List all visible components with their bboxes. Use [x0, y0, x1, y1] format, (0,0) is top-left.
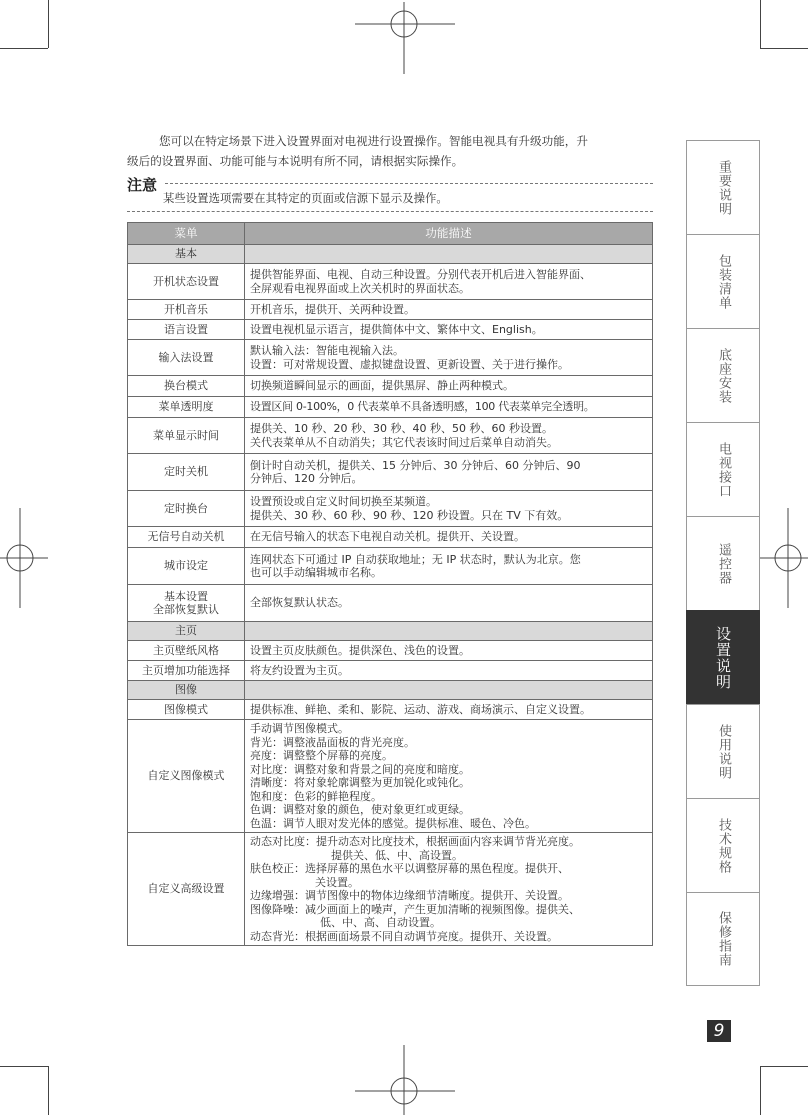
registration-mark-right: [760, 508, 808, 608]
header-description: 功能描述: [245, 223, 653, 245]
description-cell: [245, 300, 653, 320]
description-line: 设置：可对常规设置、虚拟键盘设置、更新设置、关于进行操作。: [250, 357, 569, 371]
crop-mark: [760, 0, 761, 48]
menu-cell: 输入法设置: [128, 340, 245, 376]
description-cell: [245, 700, 653, 720]
intro-line: 您可以在特定场景下进入设置界面对电视进行设置操作。智能电视具有升级功能，升: [159, 134, 588, 148]
section-row-home: [128, 622, 653, 641]
tab-remote-control[interactable]: [686, 516, 760, 610]
tab-label: 保修指南: [716, 911, 731, 967]
description-cell: [245, 641, 653, 661]
tab-label: 重要说明: [716, 159, 731, 216]
description-cell: [245, 454, 653, 491]
description-line: 提供智能界面、电视、自动三种设置。分别代表开机后进入智能界面、: [250, 268, 591, 281]
description-line: 亮度：调整整个屏幕的亮度。: [250, 749, 393, 762]
note-title: 注意: [127, 176, 158, 194]
description-line: 关设置。: [315, 875, 359, 889]
menu-cell: 主页增加功能选择: [128, 661, 245, 681]
description-line: 对比度：调整对象和背景之间的亮度和暗度。: [250, 762, 470, 776]
description-line: 低、中、高、自动设置。: [320, 916, 441, 929]
tab-warranty-guide[interactable]: [686, 892, 760, 986]
table-row: [128, 700, 653, 720]
table-row: [128, 491, 653, 527]
description-line: 饱和度：色彩的鲜艳程度。: [250, 789, 382, 803]
table-row: [128, 397, 653, 418]
description-line: 边缘增强：调节图像中的物体边缘细节清晰度。提供开、关设置。: [250, 889, 569, 902]
registration-mark-left: [0, 508, 48, 608]
table-row: [128, 527, 653, 548]
description-line: 倒计时自动关机，提供关、15 分钟后、30 分钟后、60 分钟后、90: [250, 458, 581, 472]
table-row: [128, 264, 653, 300]
tab-package-list[interactable]: [686, 234, 760, 328]
table-row: [128, 376, 653, 397]
description-cell: [245, 264, 653, 300]
description-line: 分钟后、120 分钟后。: [250, 472, 363, 485]
crop-mark: [760, 1066, 808, 1067]
chapter-tabs: [686, 140, 760, 986]
crop-mark: [760, 1066, 761, 1115]
section-label: 图像: [128, 681, 245, 700]
menu-cell: 自定义图像模式: [128, 720, 245, 833]
menu-cell: 菜单透明度: [128, 397, 245, 418]
description-line: 默认输入法：智能电视输入法。: [250, 344, 404, 357]
page-number: 9: [707, 1020, 731, 1042]
menu-cell: 主页壁纸风格: [128, 641, 245, 661]
menu-cell: 基本设置 全部恢复默认: [128, 585, 245, 622]
description-cell: [245, 320, 653, 340]
note-divider-top: [165, 183, 653, 184]
tab-label: 电视接口: [716, 441, 731, 498]
description-line: 提供关、10 秒、20 秒、30 秒、40 秒、50 秒、60 秒设置。: [250, 422, 553, 435]
description-cell: [245, 491, 653, 527]
description-cell: [245, 720, 653, 833]
description-line: 全屏观看电视界面或上次关机时的界面状态。: [250, 281, 470, 295]
table-row: [128, 418, 653, 454]
menu-cell: 图像模式: [128, 700, 245, 720]
description-cell: [245, 548, 653, 585]
description-line: 设置主页皮肤颜色。提供深色、浅色的设置。: [250, 643, 470, 657]
tab-tv-ports[interactable]: [686, 422, 760, 516]
description-cell: [245, 661, 653, 681]
description-line: 全部恢复默认状态。: [250, 596, 349, 610]
description-line: 连网状态下可通过 IP 自动获取地址；无 IP 状态时，默认为北京。您: [250, 552, 581, 566]
description-cell: [245, 585, 653, 622]
tab-specifications[interactable]: [686, 798, 760, 892]
crop-mark: [760, 48, 808, 49]
description-line: 将友约设置为主页。: [250, 663, 349, 677]
menu-cell: 开机音乐: [128, 300, 245, 320]
section-label: 主页: [128, 622, 245, 641]
tab-usage-guide[interactable]: [686, 704, 760, 798]
table-row: [128, 641, 653, 661]
header-menu: 菜单: [128, 223, 245, 245]
table-row: [128, 720, 653, 833]
tab-settings-guide[interactable]: [686, 610, 760, 704]
crop-mark: [0, 1066, 48, 1067]
table-row: [128, 548, 653, 585]
intro-paragraph: [127, 131, 653, 171]
menu-cell: 菜单显示时间: [128, 418, 245, 454]
description-line: 设置电视机显示语言，提供简体中文、繁体中文、English。: [250, 322, 543, 336]
table-header-row: [128, 223, 653, 245]
tab-label: 技术规格: [716, 817, 731, 874]
table-row: [128, 585, 653, 622]
description-cell: [245, 397, 653, 418]
note-divider-bottom: [127, 211, 653, 212]
description-line: 切换频道瞬间显示的画面，提供黑屏、静止两种模式。: [250, 379, 514, 393]
section-row-basic: [128, 245, 653, 264]
description-line: 开机音乐，提供开、关两种设置。: [250, 302, 415, 316]
description-line: 色温：调节人眼对发光体的感觉。提供标准、暖色、冷色。: [250, 816, 536, 830]
crop-mark: [0, 48, 48, 49]
table-row: [128, 454, 653, 491]
description-line: 肤色校正：选择屏幕的黑色水平以调整屏幕的黑色程度。提供开、: [250, 862, 569, 875]
intro-line: 级后的设置界面、功能可能与本说明有所不同，请根据实际操作。: [127, 154, 464, 168]
description-line: 手动调节图像模式。: [250, 722, 349, 735]
menu-cell: 定时关机: [128, 454, 245, 491]
description-line: 图像降噪：减少画面上的噪声，产生更加清晰的视频图像。提供关、: [250, 902, 580, 916]
description-cell: [245, 376, 653, 397]
tab-label: 遥控器: [716, 542, 731, 585]
description-line: 提供标准、鲜艳、柔和、影院、运动、游戏、商场演示、自定义设置。: [250, 702, 591, 716]
description-line: 色调：调整对象的颜色，使对象更红或更绿。: [250, 803, 470, 816]
table-row: [128, 833, 653, 946]
description-line: 也可以手动编辑城市名称。: [250, 566, 382, 579]
description-line: 动态对比度：提升动态对比度技术，根据画面内容来调节背光亮度。: [250, 835, 580, 848]
description-line: 关代表菜单从不自动消失；其它代表该时间过后菜单自动消失。: [250, 435, 558, 449]
tab-label: 设置说明: [714, 625, 732, 690]
menu-cell: 无信号自动关机: [128, 527, 245, 548]
section-label: 基本: [128, 245, 245, 264]
menu-cell: 开机状态设置: [128, 264, 245, 300]
menu-cell: 换台模式: [128, 376, 245, 397]
description-cell: [245, 833, 653, 946]
registration-mark-top: [355, 2, 455, 74]
description-line: 清晰度：将对象轮廓调整为更加锐化或钝化。: [250, 776, 470, 789]
menu-cell: 自定义高级设置: [128, 833, 245, 946]
crop-mark: [48, 1066, 49, 1115]
menu-cell: 定时换台: [128, 491, 245, 527]
note-text: 某些设置选项需要在其特定的页面或信源下显示及操作。: [163, 191, 448, 205]
crop-mark: [48, 0, 49, 48]
description-line: 设置区间 0-100%，0 代表菜单不具备透明感，100 代表菜单完全透明。: [250, 400, 595, 414]
menu-cell: 城市设定: [128, 548, 245, 585]
settings-table: [127, 222, 653, 946]
tab-label: 底座安装: [716, 347, 731, 404]
tab-important-notes[interactable]: [686, 140, 760, 234]
section-row-image: [128, 681, 653, 700]
table-row: [128, 340, 653, 376]
description-cell: [245, 527, 653, 548]
registration-mark-bottom: [355, 1045, 455, 1115]
menu-cell: 语言设置: [128, 320, 245, 340]
table-row: [128, 320, 653, 340]
description-line: 提供关、30 秒、60 秒、90 秒、120 秒设置。只在 TV 下有效。: [250, 508, 569, 522]
tab-stand-installation[interactable]: [686, 328, 760, 422]
description-line: 动态背光：根据画面场景不同自动调节亮度。提供开、关设置。: [250, 929, 558, 943]
tab-label: 包装清单: [716, 253, 731, 310]
description-line: 提供关、低、中、高设置。: [331, 848, 463, 862]
description-line: 在无信号输入的状态下电视自动关机。提供开、关设置。: [250, 530, 525, 544]
table-row: [128, 661, 653, 681]
description-cell: [245, 418, 653, 454]
description-line: 设置预设或自定义时间切换至某频道。: [250, 495, 437, 508]
description-line: 背光：调整液晶面板的背光亮度。: [250, 735, 415, 749]
table-row: [128, 300, 653, 320]
tab-label: 使用说明: [716, 723, 731, 780]
description-cell: [245, 340, 653, 376]
